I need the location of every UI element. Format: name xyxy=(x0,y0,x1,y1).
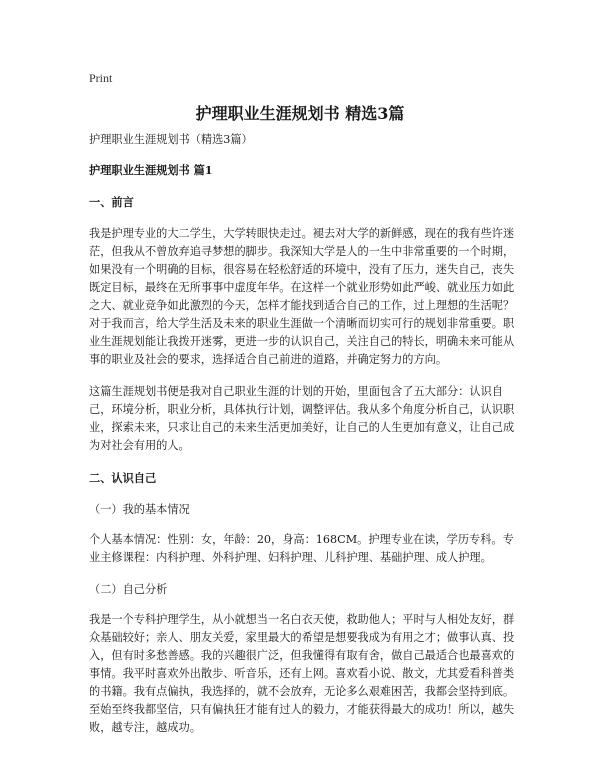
section-heading-self-knowledge: 二、认识自己 xyxy=(89,471,157,485)
document-subtitle: 护理职业生涯规划书（精选3篇） xyxy=(89,133,253,146)
document-title: 护理职业生涯规划书 精选3篇 xyxy=(195,104,405,123)
document-body xyxy=(89,131,517,751)
subsection-heading-self-analysis: （二）自己分析 xyxy=(89,583,168,596)
preface-paragraph-1: 我是护理专业的大二学生，大学转眼快走过。褪去对大学的新鲜感，现在的我有些许迷茫，但我从不曾放弃追寻梦想的脚步。我深知大学是人的一生中非常重要的一个时期，如果没有一个明确的目标，很容易在轻松舒适的环境中，没有了压力，迷失自己，丧失既定目标，最终在无所事事中虚度年华。在这样一个就业形势如此严峻、就业压力如此之大、就业竞争如此激烈的今天，怎样才能找到适合自己的工作，过上理想的生活呢？对于我而言，给大学生活及未来的职业生涯做一个清晰而切实可行的规划非常重要。职业生涯规划能让我拨开迷雾，更进一步的认识自己，关注自己的特长，明确未来可能从事的职业及社会的要求，选择适合自己前进的道路，并确定努力的方向。 xyxy=(89,227,515,366)
self-analysis-paragraph: 我是一个专科护理学生，从小就想当一名白衣天使，救助他人；平时与人相处友好，群众基础较好；亲人、朋友关爱，家里最大的希望是想要我成为有用之才；做事认真、投入，但有时多愁善感。我的兴趣很广泛，但我懂得有取有舍，做自己最适合也最喜欢的事情。我平时喜欢外出散步、听音乐，还有上网。喜欢看小说、散文，尤其爱看科普类的书籍。我有点偏执，我选择的，就不会放弃，无论多么艰难困苦，我都会坚持到底。至始至终我都坚信，只有偏执狂才能有过人的毅力，才能获得最大的成功！所以，越失败，越专注，越成功。 xyxy=(89,613,515,734)
preface-paragraph-2: 这篇生涯规划书便是我对自己职业生涯的计划的开始，里面包含了五大部分：认识自己，环境分析，职业分析，具体执行计划，调整评估。我从多个角度分析自己，认识职业，探索未来，只求让自己的未来生活更加美好，让自己的人生更加有意义，让自己成为对社会有用的人。 xyxy=(89,385,515,452)
print-label: Print xyxy=(89,71,113,85)
subsection-heading-basic-info: （一）我的基本情况 xyxy=(89,503,190,516)
section-heading-preface: 一、前言 xyxy=(89,195,134,209)
basic-info-paragraph: 个人基本情况：性别：女，年龄：20，身高：168CM。护理专业在读，学历专科。专业主修课程：内科护理、外科护理、妇科护理、儿科护理、基础护理、成人护理。 xyxy=(89,533,514,564)
article-title: 护理职业生涯规划书 篇1 xyxy=(89,163,213,177)
